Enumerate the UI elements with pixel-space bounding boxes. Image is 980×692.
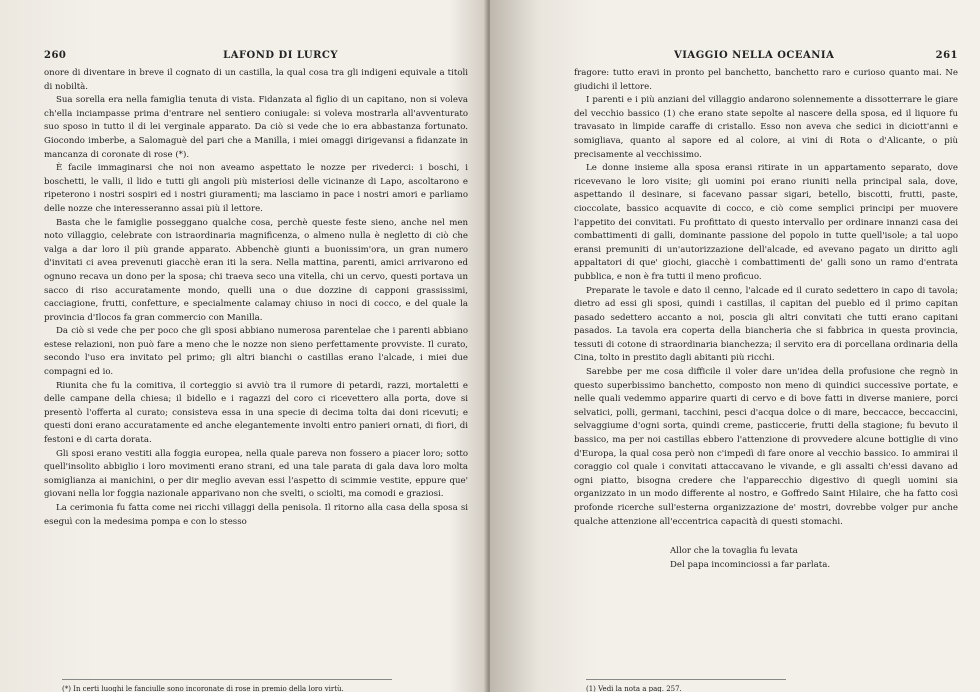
left-body-text	[44, 67, 468, 529]
paragraph: onore di diventare in breve il cognato di un castilla, la qual cosa tra gli indigeni equivale a titoli di nobiltà.	[44, 68, 468, 92]
right-page	[490, 0, 980, 692]
paragraph: I parenti e i più anziani del villaggio andarono solennemente a dissotterrare le giare del vecchio bassico (1) che erano state sepolte al nascere della sposa, ed il liquore fu travasato in limpide caraffe di cristallo. Esso non aveva che sedici in diciott'anni e somigliava, quanto al sapore ed al colore, ai vini di Rota o d'Alicante, o più precisamente al vecchissimo.	[574, 95, 958, 160]
verse-line: Allor che la tovaglia fu levata	[670, 546, 798, 557]
left-page-number: 260	[44, 50, 67, 61]
verse-line: Del papa incominciossi a far parlata.	[670, 559, 831, 570]
right-page-number: 261	[935, 50, 958, 61]
paragraph: Le donne insieme alla sposa eransi ritirate in un appartamento separato, dove ricevevano le loro visite; gli uomini poi erano riuniti nella principal sala, dove, aspettando il desinare, si facevano passar sigari, betello, biscotti, frutti, paste, cioccolate, bassico acquavite di cocco, e ciò come semplici principi per muovere l'appetito dei convitati. Fu profittato di questo intervallo per ordinare innanzi casa dei combattimenti di galli, dominante passione del popolo in tutte quell'isole; a tal uopo eransi premuniti di un'autorizzazione dell'alcade, ed avevano pagato un diritto agli appaltatori di que' giochi, giacchè i combattimenti de' galli sono un ramo d'entrata pubblica, e non è fra tutti il meno proficuo.	[574, 163, 958, 282]
paragraph: Riunita che fu la comitiva, il corteggio si avviò tra il rumore di petardi, razzi, mortaletti e delle campane della chiesa; il bidello e i ragazzi del coro ci ricevettero alla porta, dove si presentò l'offerta al curato; consisteva essa in una specie di decima tolta dai doni ricevuti; e questi doni erano accuratamente ed anche elegantemente involti entro panieri ornati, di fiori, di festoni e di carta dorata.	[44, 380, 468, 446]
right-footnote: (1) Vedi la nota a pag. 257.	[586, 679, 786, 692]
paragraph: Da ciò si vede che per poco che gli sposi abbiano numerosa parentelae che i parenti abbiano estese relazioni, non può fare a meno che le nozze non sieno perfettamente provviste. Il curato, secondo l'uso era invitato pel primo; gli altri bianchi o castillas erano l'alcade, i miei due compagni ed io.	[44, 326, 468, 378]
paragraph: È facile immaginarsi che noi non aveamo aspettato le nozze per rivederci: i boschi, i boschetti, le valli, il lido e tutti gli angoli più misteriosi delle vicinanze di Lapo, ascoltarono e ripeterono i nostri sospiri ed i nostri giuramenti; ma lasciamo in pace i nostri amori e parliamo delle nozze che interesseranno assai più il lettore.	[44, 163, 468, 214]
right-page-header	[574, 40, 958, 61]
verse-quote	[670, 545, 958, 572]
left-running-head: LAFOND DI LURCY	[223, 50, 338, 61]
right-running-head: VIAGGIO NELLA OCEANIA	[674, 50, 835, 61]
paragraph: Basta che le famiglie posseggano qualche cosa, perchè queste feste sieno, anche nel men noto villaggio, celebrate con istraordinaria magnificenza, o almeno nulla è negletto di ciò che valga a dar loro il più grande apparato. Abbenchè giunti a buonissim'ora, un gran numero d'invitati ci avea prevenuti giacchè eran iti la sera. Nella mattina, parenti, amici arrivarono ed ognuno recava un dono per la sposa; chi traeva seco una vitella, chi un cervo, questi portava un sacco di riso accuratamente mondo, quelli una o due dozzine di capponi grassissimi, cacciagione, frutti, confetture, e specialmente calamay chiuso in noci di cocco, e del quale la provincia d'Ilocos fa gran commercio con Manilla.	[44, 217, 468, 323]
paragraph: Sarebbe per me cosa difficile il voler dare un'idea della profusione che regnò in questo superbissimo banchetto, composto non meno di quindici successive portate, e nelle quali vedemmo apparire quarti di cervo e di bove fatti in diverse maniere, porci selvatici, polli, germani, tacchini, pesci d'acqua dolce o di mare, beccacce, beccaccini, selvaggiume d'ogni sorta, quindi creme, pasticcerie, frutti della stagione; fu bevuto il bassico, ma per noi castillas ebbero l'attenzione di provvedere alcune bottiglie di vino d'Europa, la qual cosa però non c'impedì di fare onore al vecchio bassico. Io ammirai il coraggio col quale i convitati attaccavano le vivande, e gli assalti ch'essi davano ad ogni piatto, bisogna credere che l'apparecchio digestivo di quegli uomini sia organizzato in un modo differente al nostro, e Goffredo Saint Hilaire, che ha fatto così profonde ricerche sull'esterna organizzazione de' mostri, dovrebbe volger pur anche qualche attenzione all'eccentrica capacità di questi stomachi.	[574, 367, 958, 527]
paragraph: Preparate le tavole e dato il cenno, l'alcade ed il curato sedettero in capo di tavola; dietro ad essi gli sposi, quindi i castillas, il capitan del pueblo ed il primo capitan pasado sedettero accanto a noi, poscia gli altri convitati che tutti erano capitani pasados. La tavola era coperta della biancheria che si fabbrica in questa provincia, tessuti di cotone di straordinaria bianchezza; il servito era di porcellana ordinaria della Cina, tolto in prestito dagli abitanti più ricchi.	[574, 285, 958, 364]
paragraph: Sua sorella era nella famiglia tenuta di vista. Fidanzata al figlio di un capitano, non si voleva ch'ella inciampasse prima d'entrare nel sentiero coniugale: si voleva mostrarla all'avventurato suo sposo in tutto il di lei verginale apparato. Da ciò si vede che io era abbastanza fortunato. Giocondo imberbe, a Salomaguè del pari che a Manilla, i miei omaggi dirigevansi a fidanzate in mancanza di coronate di rose (*).	[44, 95, 468, 160]
left-footnote: (*) In certi luoghi le fanciulle sono incoronate di rose in premio della loro virtù.	[62, 679, 392, 692]
left-page-header	[44, 40, 468, 61]
right-body-text	[574, 67, 958, 529]
left-page	[0, 0, 488, 692]
paragraph: fragore: tutto eravi in pronto pel banchetto, banchetto raro e curioso quanto mai. Ne giudichi il lettore.	[574, 68, 958, 92]
paragraph: Gli sposi erano vestiti alla foggia europea, nella quale pareva non fossero a piacer loro; sotto quell'insolito abbiglio i loro movimenti erano strani, ed una tale parata di gala dava loro molta somiglianza ai manichini, o per dir meglio avevan essi l'aspetto di scimmie vestite, eppure que' giovani nella lor foggia nazionale apparivano non che svelti, o sciolti, ma comodi e graziosi.	[44, 448, 468, 500]
paragraph: La cerimonia fu fatta come nei ricchi villaggi della penisola. Il ritorno alla casa della sposa si eseguì con la medesima pompa e con lo stesso	[44, 503, 468, 527]
